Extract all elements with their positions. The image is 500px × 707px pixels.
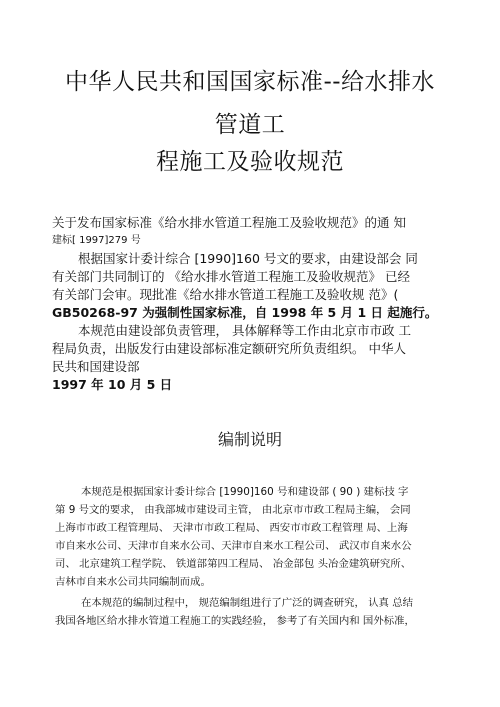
section-body-line: 第 9 号文的要求， 由我部城市建设司主管， 由北京市市政工程局主编， 会同 <box>55 504 411 516</box>
notice-paragraph-2-line-2: 程局负责，出版发行由建设部标准定额研究所负责组织。 中华人 <box>52 341 406 356</box>
notice-paragraph-1-line-1: 根据国家计委计综合 [1990]160 号文的要求，由建设部会 同 <box>78 251 418 266</box>
notice-date: 1997 年 10 月 5 日 <box>52 377 173 392</box>
notice-paragraph-1-line-4: GB50268-97 为强制性国家标准，自 1998 年 5 月 1 日 起施行。 <box>52 305 438 320</box>
notice-heading: 关于发布国家标准《给水排水管道工程施工及验收规范》的通 知 <box>52 215 406 230</box>
section-body-line: 上海市市政工程管理局、 天津市市政工程局、 西安市市政工程管理 局、上海 <box>55 522 408 534</box>
section-body-line: 本规范是根据国家计委计综合 [1990]160 号和建设部 ( 90 ) 建标技 字 <box>81 486 409 498</box>
section-body-line: 在本规范的编制过程中， 规范编制组进行了广泛的调查研究， 认真 总结 <box>81 597 414 609</box>
section-body-line: 司、 北京建筑工程学院、 铁道部第四工程局、 冶金部包 头冶金建筑研究所、 <box>55 558 412 570</box>
notice-paragraph-1-line-3: 有关部门会审。现批准《给水排水管道工程施工及验收规 范》( <box>52 287 399 302</box>
document-title-line-2: 管道工 <box>214 112 286 138</box>
document-title-line-3: 程施工及验收规范 <box>156 149 344 175</box>
section-body-line: 市自来水公司、天津市自来水公司、天津市自来水工程公司、 武汉市自来水公 <box>55 540 412 552</box>
document-title-line-1: 中华人民共和国国家标准--给水排水 <box>64 69 436 95</box>
section-body-line: 吉林市自来水公司共同编制而成。 <box>55 576 211 588</box>
notice-doc-number: 建标[ 1997]279 号 <box>52 235 141 246</box>
notice-paragraph-1-line-2: 有关部门共同制订的 《给水排水管道工程施工及验收规范》 已经 <box>52 269 410 284</box>
section-title: 编制说明 <box>217 430 282 449</box>
section-body-line: 我国各地区给水排水管道工程施工的实践经验， 参考了有关国内和 国外标准， <box>55 615 415 627</box>
notice-paragraph-2-line-1: 本规范由建设部负责管理， 具体解释等工作由北京市市政 工 <box>78 323 411 338</box>
notice-paragraph-2-line-3: 民共和国建设部 <box>52 359 140 374</box>
